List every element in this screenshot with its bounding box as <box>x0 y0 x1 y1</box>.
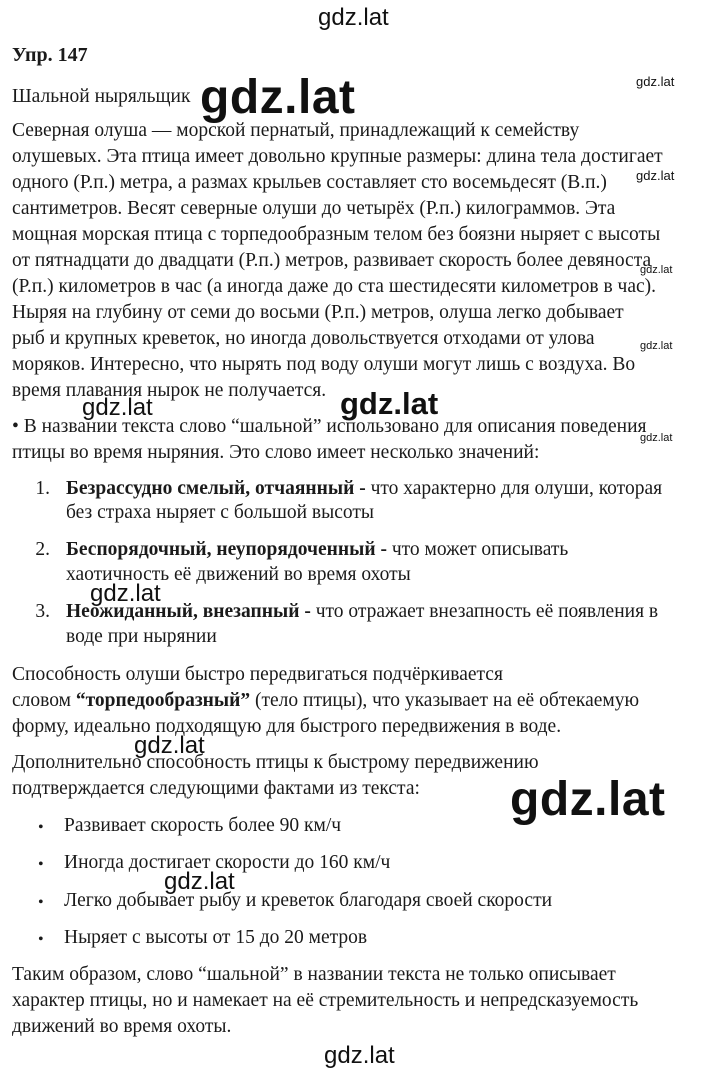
meaning-desc-cont: без страха ныряет с большой высоты <box>66 502 375 523</box>
watermark-small: gdz.lat <box>640 432 673 444</box>
bullet-icon: • <box>38 819 44 836</box>
task-line: • В названии текста слово “шальной” использовано для описания поведения <box>12 416 647 437</box>
watermark-big: gdz.lat <box>510 773 666 826</box>
meaning-number: 2. <box>35 539 50 560</box>
meaning-item <box>66 476 662 502</box>
bullet-icon: • <box>38 931 44 948</box>
para-line <box>12 688 639 714</box>
text-line: мощная морская птица с торпедообразным телом без боязни ныряет с высоты <box>12 224 661 245</box>
bullet-icon: • <box>38 894 44 911</box>
text-line: (Р.п.) километров в час (а иногда даже до ста шестидесяти километров в час). <box>12 276 657 297</box>
watermark-small: gdz.lat <box>640 340 673 352</box>
meaning-desc: что отражает внезапность её появления в <box>310 601 659 622</box>
watermark-mid: gdz.lat <box>134 732 205 759</box>
watermark-small: gdz.lat <box>636 168 675 183</box>
para-line: Дополнительно способность птицы к быстрому передвижению <box>12 752 539 773</box>
meaning-term: Неожиданный, внезапный - <box>66 601 311 622</box>
para-line: Способность олуши быстро передвигаться подчёркивается <box>12 664 503 685</box>
fact-item: Иногда достигает скорости до 160 км/ч <box>64 852 391 873</box>
conclusion-line: движений во время охоты. <box>12 1016 232 1037</box>
task-line: птицы во время ныряния. Это слово имеет несколько значений: <box>12 442 540 463</box>
para-line: форму, идеально подходящую для быстрого передвижения в воде. <box>12 716 562 737</box>
text-line: Северная олуша — морской пернатый, принадлежащий к семейству <box>12 120 580 141</box>
watermark-big: gdz.lat <box>200 71 356 124</box>
watermark-small: gdz.lat <box>640 264 673 276</box>
text-heading: Шальной ныряльщик <box>12 86 191 107</box>
meaning-desc-cont: хаотичность её движений во время охоты <box>66 564 411 585</box>
meaning-number: 1. <box>35 478 50 499</box>
conclusion-line: Таким образом, слово “шальной” в названии текста не только описывает <box>12 964 616 985</box>
meaning-term: Беспорядочный, неупорядоченный - <box>66 539 387 560</box>
conclusion-line: характер птицы, но и намекает на её стремительность и непредсказуемость <box>12 990 639 1011</box>
para-text: словом <box>12 690 76 711</box>
meaning-item <box>66 537 568 563</box>
meaning-number: 3. <box>35 601 50 622</box>
text-line: от пятнадцати до двадцати (Р.п.) метров, развивает скорость более девяноста <box>12 250 652 271</box>
text-line: олушевых. Эта птица имеет довольно крупные размеры: длина тела достигает <box>12 146 663 167</box>
text-line: время плавания нырок не получается. <box>12 380 327 401</box>
para-text: (тело птицы), что указывает на её обтекаемую <box>250 690 640 711</box>
bullet-icon: • <box>38 856 44 873</box>
watermark-mid: gdz.lat <box>90 580 161 607</box>
para-line: подтверждается следующими фактами из текста: <box>12 778 420 799</box>
exercise-title: Упр. 147 <box>12 44 88 66</box>
text-line: рыб и крупных креветок, но иногда довольствуется отходами от улова <box>12 328 595 349</box>
watermark-mid: gdz.lat <box>164 868 235 895</box>
meaning-desc-cont: воде при нырянии <box>66 626 217 647</box>
watermark-top: gdz.lat <box>318 4 389 31</box>
text-line: Ныряя на глубину от семи до восьми (Р.п.) метров, олуша легко добывает <box>12 302 624 323</box>
watermark-mid: gdz.lat <box>82 394 153 421</box>
fact-item: Легко добывает рыбу и креветок благодаря своей скорости <box>64 890 553 911</box>
meaning-desc: что может описывать <box>386 539 569 560</box>
fact-item: Ныряет с высоты от 15 до 20 метров <box>64 927 368 948</box>
text-line: моряков. Интересно, что нырять под воду олуши могут лишь с воздуха. Во <box>12 354 636 375</box>
keyword: “торпедообразный” <box>75 690 251 711</box>
meaning-desc: что характерно для олуши, которая <box>365 478 663 499</box>
meaning-term: Безрассудно смелый, отчаянный - <box>66 478 366 499</box>
watermark-bottom: gdz.lat <box>324 1042 395 1069</box>
fact-item: Развивает скорость более 90 км/ч <box>64 815 342 836</box>
watermark-mid: gdz.lat <box>340 386 439 421</box>
text-line: сантиметров. Весят северные олуши до четырёх (Р.п.) килограммов. Эта <box>12 198 616 219</box>
text-line: одного (Р.п.) метра, а размах крыльев составляет сто восемьдесят (В.п.) <box>12 172 607 193</box>
watermark-small: gdz.lat <box>636 74 675 89</box>
